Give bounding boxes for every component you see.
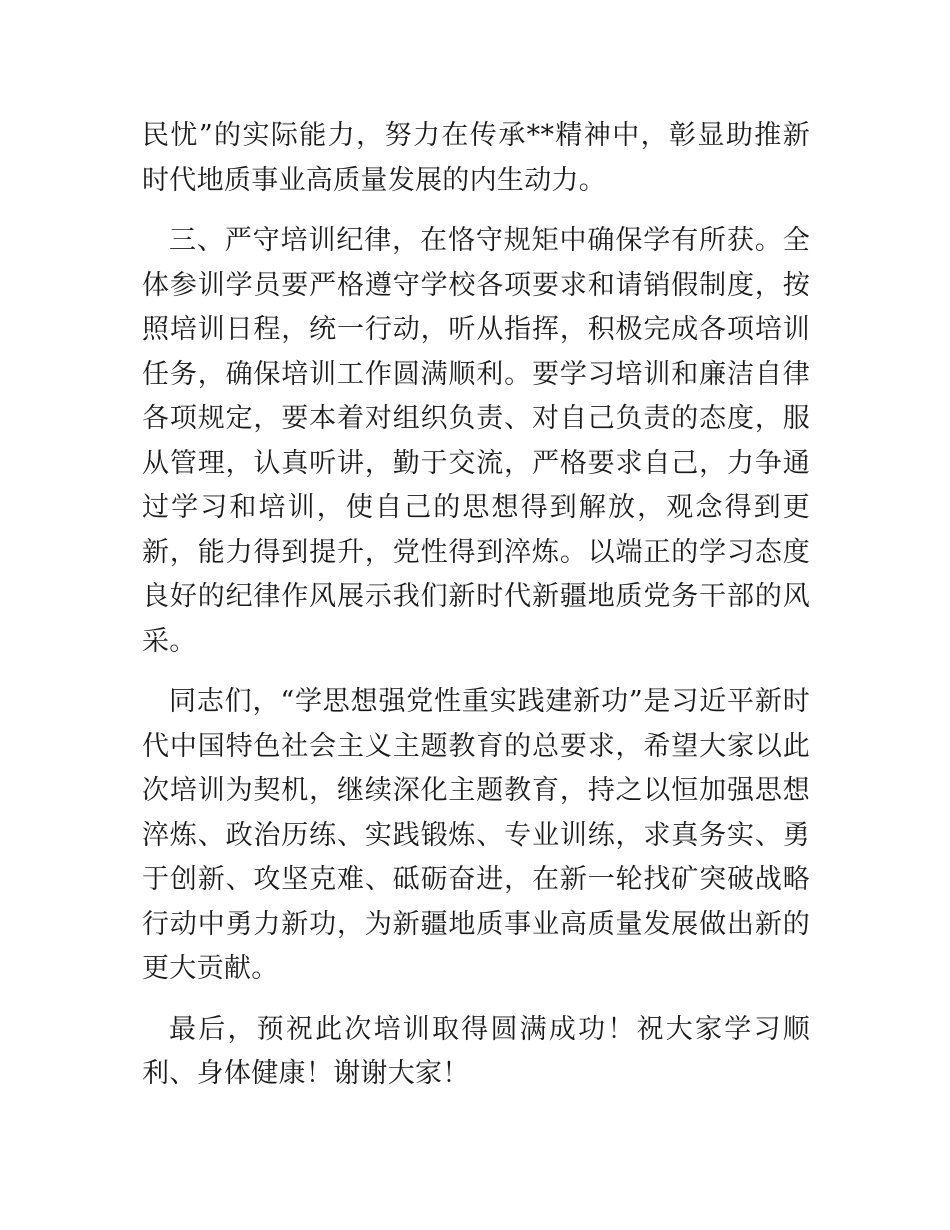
paragraph-comrades: 同志们，“学思想强党性重实践建新功”是习近平新时代中国特色社会主义主题教育的总要求，希望大家以此次培训为契机，继续深化主题教育，持之以恒加强思想淬炼、政治历练、实践锻炼、专业训练，求真务实、勇于创新、攻坚克难、砥砺奋进，在新一轮找矿突破战略行动中勇力新功，为新疆地质事业高质量发展做出新的更大贡献。 (142, 686, 810, 984)
paragraph-closing: 最后，预祝此次培训取得圆满成功！祝大家学习顺利、身体健康！谢谢大家！ (142, 1013, 810, 1089)
paragraph-continuation: 民忧”的实际能力，努力在传承**精神中，彰显助推新时代地质事业高质量发展的内生动力。 (142, 120, 810, 196)
paragraph-training-discipline: 三、严守培训纪律，在恪守规矩中确保学有所获。全体参训学员要严格遵守学校各项要求和请销假制度，按照培训日程，统一行动，听从指挥，积极完成各项培训任务，确保培训工作圆满顺利。要学习培训和廉洁自律各项规定，要本着对组织负责、对自己负责的态度，服从管理，认真听讲，勤于交流，严格要求自己，力争通过学习和培训，使自己的思想得到解放，观念得到更新，能力得到提升，党性得到淬炼。以端正的学习态度良好的纪律作风展示我们新时代新疆地质党务干部的风采。 (142, 225, 810, 657)
document-body (142, 114, 810, 1113)
